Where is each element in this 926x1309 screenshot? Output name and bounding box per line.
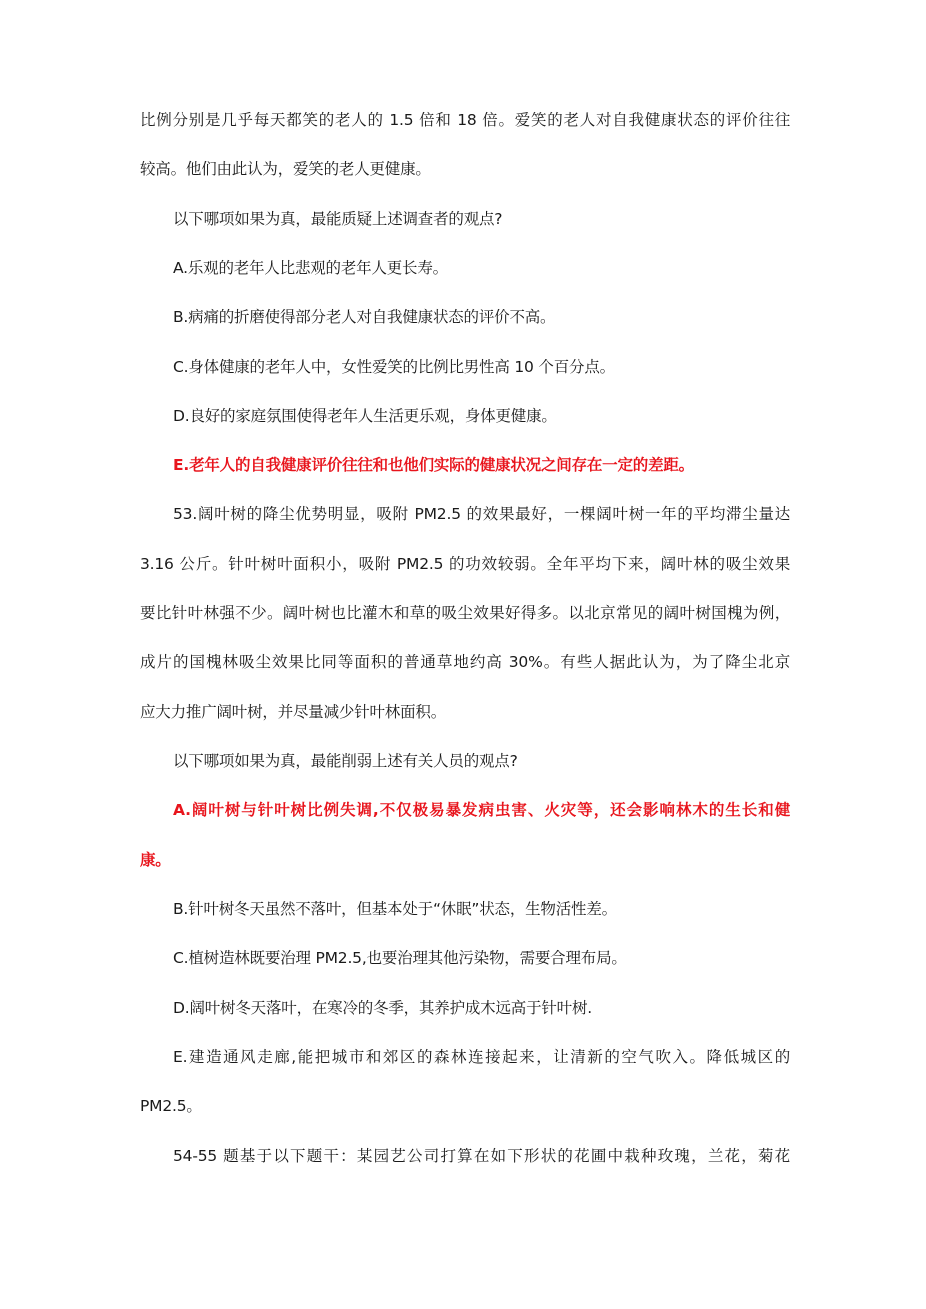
question-52-option-c: C.身体健康的老年人中，女性爱笑的比例比男性高 10 个百分点。 <box>173 358 615 376</box>
question-52-option-d: D.良好的家庭氛围使得老年人生活更乐观，身体更健康。 <box>173 407 557 425</box>
question-52-prompt: 以下哪项如果为真，最能质疑上述调查者的观点? <box>173 210 503 228</box>
question-52-option-a: A.乐观的老年人比悲观的老年人更长寿。 <box>173 259 448 277</box>
question-53-option-a-answer-line-1: A.阔叶树与针叶树比例失调,不仅极易暴发病虫害、火灾等，还会影响林木的生长和健 <box>173 801 790 819</box>
question-53-option-a-answer-line-2: 康。 <box>140 851 171 869</box>
paragraph-53-line-1: 53.阔叶树的降尘优势明显，吸附 PM2.5 的效果最好，一棵阔叶树一年的平均滞尘量达 <box>173 505 790 523</box>
question-53-option-b: B.针叶树冬天虽然不落叶，但基本处于“休眠”状态，生物活性差。 <box>173 900 617 918</box>
paragraph-52-line-2: 较高。他们由此认为，爱笑的老人更健康。 <box>140 160 431 178</box>
question-52-option-e-answer: E.老年人的自我健康评价往往和也他们实际的健康状况之间存在一定的差距。 <box>173 456 694 474</box>
question-53-option-e-line-2: PM2.5。 <box>140 1097 202 1115</box>
question-53-prompt: 以下哪项如果为真，最能削弱上述有关人员的观点? <box>173 752 518 770</box>
paragraph-53-line-4: 成片的国槐林吸尘效果比同等面积的普通草地约高 30%。有些人据此认为，为了降尘北京 <box>140 653 790 671</box>
question-53-option-c: C.植树造林既要治理 PM2.5,也要治理其他污染物，需要合理布局。 <box>173 949 627 967</box>
paragraph-54-55-intro: 54-55 题基于以下题干：某园艺公司打算在如下形状的花圃中栽种玫瑰，兰花，菊花 <box>173 1147 790 1165</box>
paragraph-52-line-1: 比例分别是几乎每天都笑的老人的 1.5 倍和 18 倍。爱笑的老人对自我健康状态的评价往往 <box>140 111 790 129</box>
paragraph-53-line-5: 应大力推广阔叶树，并尽量减少针叶林面积。 <box>140 703 447 721</box>
question-52-option-b: B.病痛的折磨使得部分老人对自我健康状态的评价不高。 <box>173 308 556 326</box>
paragraph-53-line-2: 3.16 公斤。针叶树叶面积小，吸附 PM2.5 的功效较弱。全年平均下来，阔叶林的吸尘效果 <box>140 555 790 573</box>
question-53-option-d: D.阔叶树冬天落叶，在寒冷的冬季，其养护成木远高于针叶树. <box>173 999 592 1017</box>
question-53-option-e-line-1: E.建造通风走廊,能把城市和郊区的森林连接起来，让清新的空气吹入。降低城区的 <box>173 1048 790 1066</box>
paragraph-53-line-3: 要比针叶林强不少。阔叶树也比灌木和草的吸尘效果好得多。以北京常见的阔叶树国槐为例， <box>140 604 790 622</box>
